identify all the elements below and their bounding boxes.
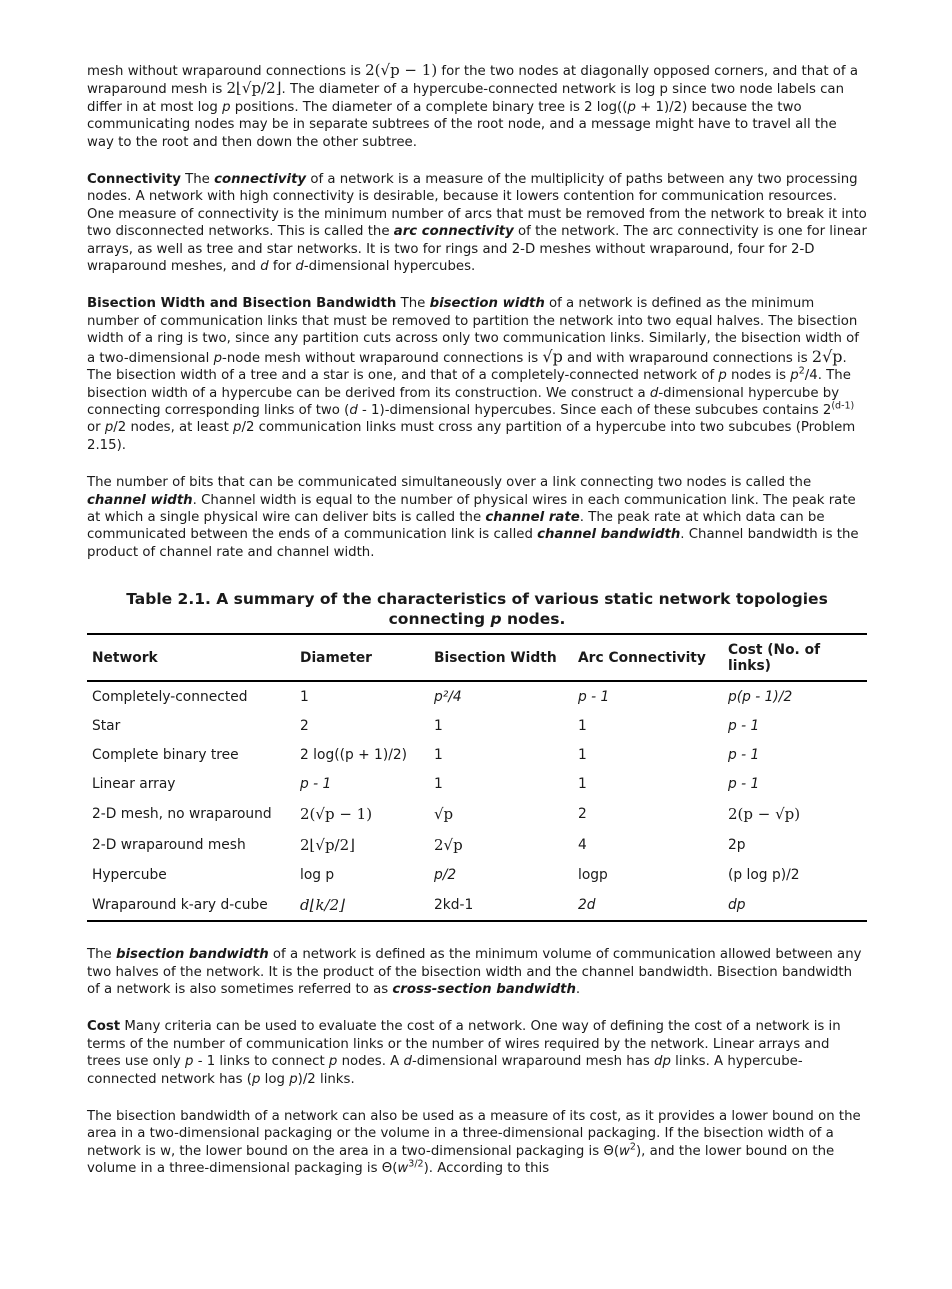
paragraph-cost-bandwidth bbox=[87, 1108, 867, 1178]
text: The bbox=[180, 172, 215, 188]
cell-cost: 2p bbox=[728, 837, 746, 854]
cell-diameter: 2 log((p + 1)/2) bbox=[300, 747, 408, 764]
caption-text: Table 2.1. A summary of the characteristics of various static network topologies connecting bbox=[126, 590, 828, 629]
term: bisection width bbox=[429, 296, 545, 312]
text: ), and the lower bound on the volume in a three-dimensional packaging is Θ( bbox=[87, 1143, 835, 1177]
section-lead: Bisection Width and Bisection Bandwidth bbox=[87, 296, 397, 312]
var: w bbox=[397, 1161, 409, 1177]
text: for bbox=[268, 259, 296, 275]
table-row bbox=[87, 769, 867, 798]
var: d bbox=[349, 402, 358, 418]
text: /2 communication links must cross any partition of a hypercube into two subcubes (Problem 2.15). bbox=[87, 420, 856, 453]
cell-diameter: p - 1 bbox=[300, 776, 332, 793]
var: d bbox=[649, 385, 659, 401]
table-row bbox=[87, 889, 867, 921]
table-header-row bbox=[87, 634, 867, 681]
cell-network: Star bbox=[92, 718, 121, 735]
text: nodes is bbox=[726, 368, 791, 384]
cell-arc-connectivity: 1 bbox=[578, 747, 587, 764]
superscript: 2 bbox=[629, 1141, 636, 1153]
header-cost: Cost (No. of links) bbox=[723, 634, 867, 681]
paragraph-channel-width bbox=[87, 474, 867, 561]
var: d bbox=[403, 1054, 412, 1070]
cell-network: Linear array bbox=[92, 776, 176, 793]
cell-bisection-width: 1 bbox=[434, 747, 443, 764]
table-row bbox=[87, 798, 867, 829]
formula-wraparound-diameter: 2⌊√p/2⌋ bbox=[226, 79, 282, 98]
cell-bisection-width: p/2 bbox=[434, 867, 457, 884]
text: + 1)/2) because the two communicating nodes may be in separate subtrees of the root node, and a message might have to travel all the way to the root and then down the other subtree. bbox=[87, 99, 837, 150]
var: p bbox=[718, 368, 727, 384]
formula-sqrt-p: √p bbox=[542, 346, 563, 366]
paragraph-bisection-width bbox=[87, 295, 867, 454]
cell-network: Completely-connected bbox=[92, 689, 248, 706]
term: bisection bandwidth bbox=[115, 947, 269, 963]
text: The number of bits that can be communicated simultaneously over a link connecting two nodes is called the bbox=[87, 475, 812, 491]
cell-bisection-width: √p bbox=[434, 805, 454, 824]
var: p bbox=[222, 99, 231, 115]
var: w bbox=[619, 1143, 630, 1159]
cell-bisection-width: 1 bbox=[434, 718, 443, 735]
var: p bbox=[233, 420, 242, 436]
var: p bbox=[490, 610, 502, 629]
header-network: Network bbox=[87, 634, 295, 681]
document-page bbox=[87, 62, 867, 1198]
text: The bbox=[396, 296, 430, 312]
cell-arc-connectivity: 4 bbox=[578, 837, 587, 854]
cell-arc-connectivity: 2 bbox=[578, 806, 587, 823]
caption-text: nodes. bbox=[501, 610, 566, 629]
text: and with wraparound connections is bbox=[562, 350, 812, 366]
text: -dimensional hypercubes. bbox=[303, 259, 476, 275]
cell-diameter: 2⌊√p/2⌋ bbox=[300, 836, 356, 855]
text: /4. The bisection width of a hypercube can be derived from its construction. We construct a bbox=[87, 368, 851, 401]
superscript: (d-1) bbox=[831, 400, 855, 412]
text: The bbox=[87, 947, 116, 963]
paragraph-bisection-bandwidth bbox=[87, 946, 867, 998]
text: of the network. The arc connectivity is one for linear arrays, as well as tree and star networks. It is two for rings and 2-D meshes without wraparound, four for 2-D wraparound meshes, and bbox=[87, 224, 867, 275]
text: of a network is defined as the minimum number of communication links that must be removed to partition the network into two equal halves. The bisection width of a ring is two, since any partition cuts across only two communication links. Similarly, the bisection width of a two-dimensional bbox=[87, 296, 859, 366]
var: p bbox=[252, 1071, 261, 1087]
text: mesh without wraparound connections is bbox=[87, 64, 366, 79]
cell-cost: p - 1 bbox=[728, 718, 760, 735]
text: ). According to this bbox=[423, 1161, 550, 1177]
cell-cost: p(p - 1)/2 bbox=[728, 689, 793, 706]
term: cross-section bandwidth bbox=[392, 981, 576, 997]
text: . Channel width is equal to the number of physical wires in each communication link. The peak rate at which a single physical wire can deliver bits is called the bbox=[87, 492, 856, 525]
network-summary-table bbox=[87, 633, 867, 922]
cell-diameter: 2 bbox=[300, 718, 309, 735]
var: p bbox=[328, 1054, 338, 1070]
text: . Channel bandwidth is the product of channel rate and channel width. bbox=[87, 527, 859, 560]
cell-bisection-width: 1 bbox=[434, 776, 443, 793]
superscript: 3/2 bbox=[408, 1158, 424, 1170]
text: - 1)-dimensional hypercubes. Since each of these subcubes contains 2 bbox=[357, 402, 832, 418]
var: p bbox=[213, 350, 223, 366]
paragraph-cost bbox=[87, 1018, 867, 1088]
text: -dimensional wraparound mesh has bbox=[411, 1054, 655, 1070]
text: . bbox=[575, 981, 581, 997]
table-row bbox=[87, 740, 867, 769]
var: p bbox=[104, 420, 114, 436]
text: /2 nodes, at least bbox=[113, 420, 234, 436]
var: d bbox=[260, 259, 269, 275]
cell-bisection-width: 2kd-1 bbox=[429, 889, 573, 921]
text: - 1 links to connect bbox=[193, 1054, 329, 1070]
term: connectivity bbox=[214, 172, 307, 188]
cell-cost: p - 1 bbox=[728, 747, 760, 764]
cell-network: 2-D wraparound mesh bbox=[92, 837, 246, 854]
text: -dimensional hypercube by connecting corresponding links of two ( bbox=[87, 385, 840, 418]
superscript: 2 bbox=[798, 365, 805, 377]
text: positions. The diameter of a complete binary tree is 2 log(( bbox=[230, 99, 628, 115]
var: p bbox=[790, 368, 799, 384]
cell-network: Wraparound k-ary d-cube bbox=[87, 889, 295, 921]
header-bisection-width: Bisection Width bbox=[429, 634, 573, 681]
text: links. A hypercube-connected network has ( bbox=[87, 1054, 803, 1087]
cell-arc-connectivity: 1 bbox=[578, 776, 587, 793]
header-diameter: Diameter bbox=[295, 634, 429, 681]
cell-diameter: log p bbox=[300, 867, 335, 884]
text: )/2 links. bbox=[297, 1071, 355, 1087]
text: -node mesh without wraparound connections is bbox=[222, 350, 543, 366]
formula-2-sqrt-p: 2√p bbox=[811, 346, 843, 366]
table-row bbox=[87, 860, 867, 889]
text: The bisection bandwidth of a network can also be used as a measure of its cost, as it provides a lower bound on the area in a two-dimensional packaging or the volume in a three-dimensional packaging. If the bisection width of a network is w, the lower bound on the area in a two-dimensional packaging is Θ( bbox=[87, 1109, 861, 1159]
cell-cost: dp bbox=[723, 889, 867, 921]
var: p bbox=[289, 1071, 298, 1087]
cell-arc-connectivity: 2d bbox=[573, 889, 723, 921]
text: . The diameter of a hypercube-connected network is log p since two node labels can differ in at most log bbox=[87, 82, 845, 115]
text: nodes. A bbox=[337, 1054, 404, 1070]
text: of a network is defined as the minimum volume of communication allowed between any two halves of the network. It is the product of the bisection width and the channel bandwidth. Bisection bandwidth of a network is also sometimes referred to as bbox=[87, 947, 862, 997]
text: for the two nodes at diagonally opposed corners, and that of a wraparound mesh is bbox=[87, 64, 858, 98]
text: Many criteria can be used to evaluate the cost of a network. One way of defining the cost of a network is in terms of the number of communication links or the number of wires required by the network. Linear arrays and trees use only bbox=[87, 1019, 841, 1070]
formula-mesh-diameter: 2(√p − 1) bbox=[365, 61, 438, 79]
section-lead: Cost bbox=[87, 1019, 121, 1035]
term: channel rate bbox=[485, 509, 580, 525]
cell-cost: p - 1 bbox=[728, 776, 760, 793]
text: . The peak rate at which data can be communicated between the ends of a communication link is called bbox=[87, 509, 825, 543]
cell-network: 2-D mesh, no wraparound bbox=[92, 806, 272, 823]
cell-cost: (p log p)/2 bbox=[728, 867, 800, 884]
text: or bbox=[87, 420, 105, 436]
text: of a network is a measure of the multiplicity of paths between any two processing nodes. A network with high connectivity is desirable, because it lowers contention for communication resources. One measure of connectivity is the minimum number of arcs that must be removed from the network to break it into two disconnected networks. This is called the bbox=[87, 172, 867, 240]
term: channel width bbox=[87, 492, 193, 508]
cell-network: Complete binary tree bbox=[92, 747, 239, 764]
cell-arc-connectivity: logp bbox=[578, 867, 608, 884]
paragraph-diameter bbox=[87, 62, 867, 151]
header-arc-connectivity: Arc Connectivity bbox=[573, 634, 723, 681]
cell-bisection-width: 2√p bbox=[434, 836, 463, 855]
paragraph-connectivity bbox=[87, 171, 867, 275]
table-row bbox=[87, 711, 867, 740]
term: channel bandwidth bbox=[537, 527, 681, 543]
cell-diameter: 2(√p − 1) bbox=[300, 805, 373, 824]
table-caption bbox=[87, 589, 867, 629]
text: log bbox=[260, 1071, 290, 1087]
cell-arc-connectivity: 1 bbox=[578, 718, 587, 735]
cell-cost: 2(p − √p) bbox=[728, 805, 801, 824]
var: dp bbox=[654, 1054, 671, 1070]
cell-network: Hypercube bbox=[92, 867, 167, 884]
section-lead: Connectivity bbox=[87, 172, 181, 188]
var: p bbox=[627, 99, 636, 115]
var: p bbox=[185, 1054, 194, 1070]
cell-bisection-width: p²/4 bbox=[434, 689, 462, 706]
cell-diameter: d⌊k/2⌋ bbox=[295, 889, 429, 921]
cell-diameter: 1 bbox=[300, 689, 309, 706]
table-row bbox=[87, 829, 867, 860]
table-row bbox=[87, 681, 867, 711]
var: d bbox=[295, 259, 304, 275]
term: arc connectivity bbox=[393, 224, 514, 240]
text: . The bisection width of a tree and a star is one, and that of a completely-connected network of bbox=[87, 350, 847, 384]
cell-arc-connectivity: p - 1 bbox=[578, 689, 610, 706]
